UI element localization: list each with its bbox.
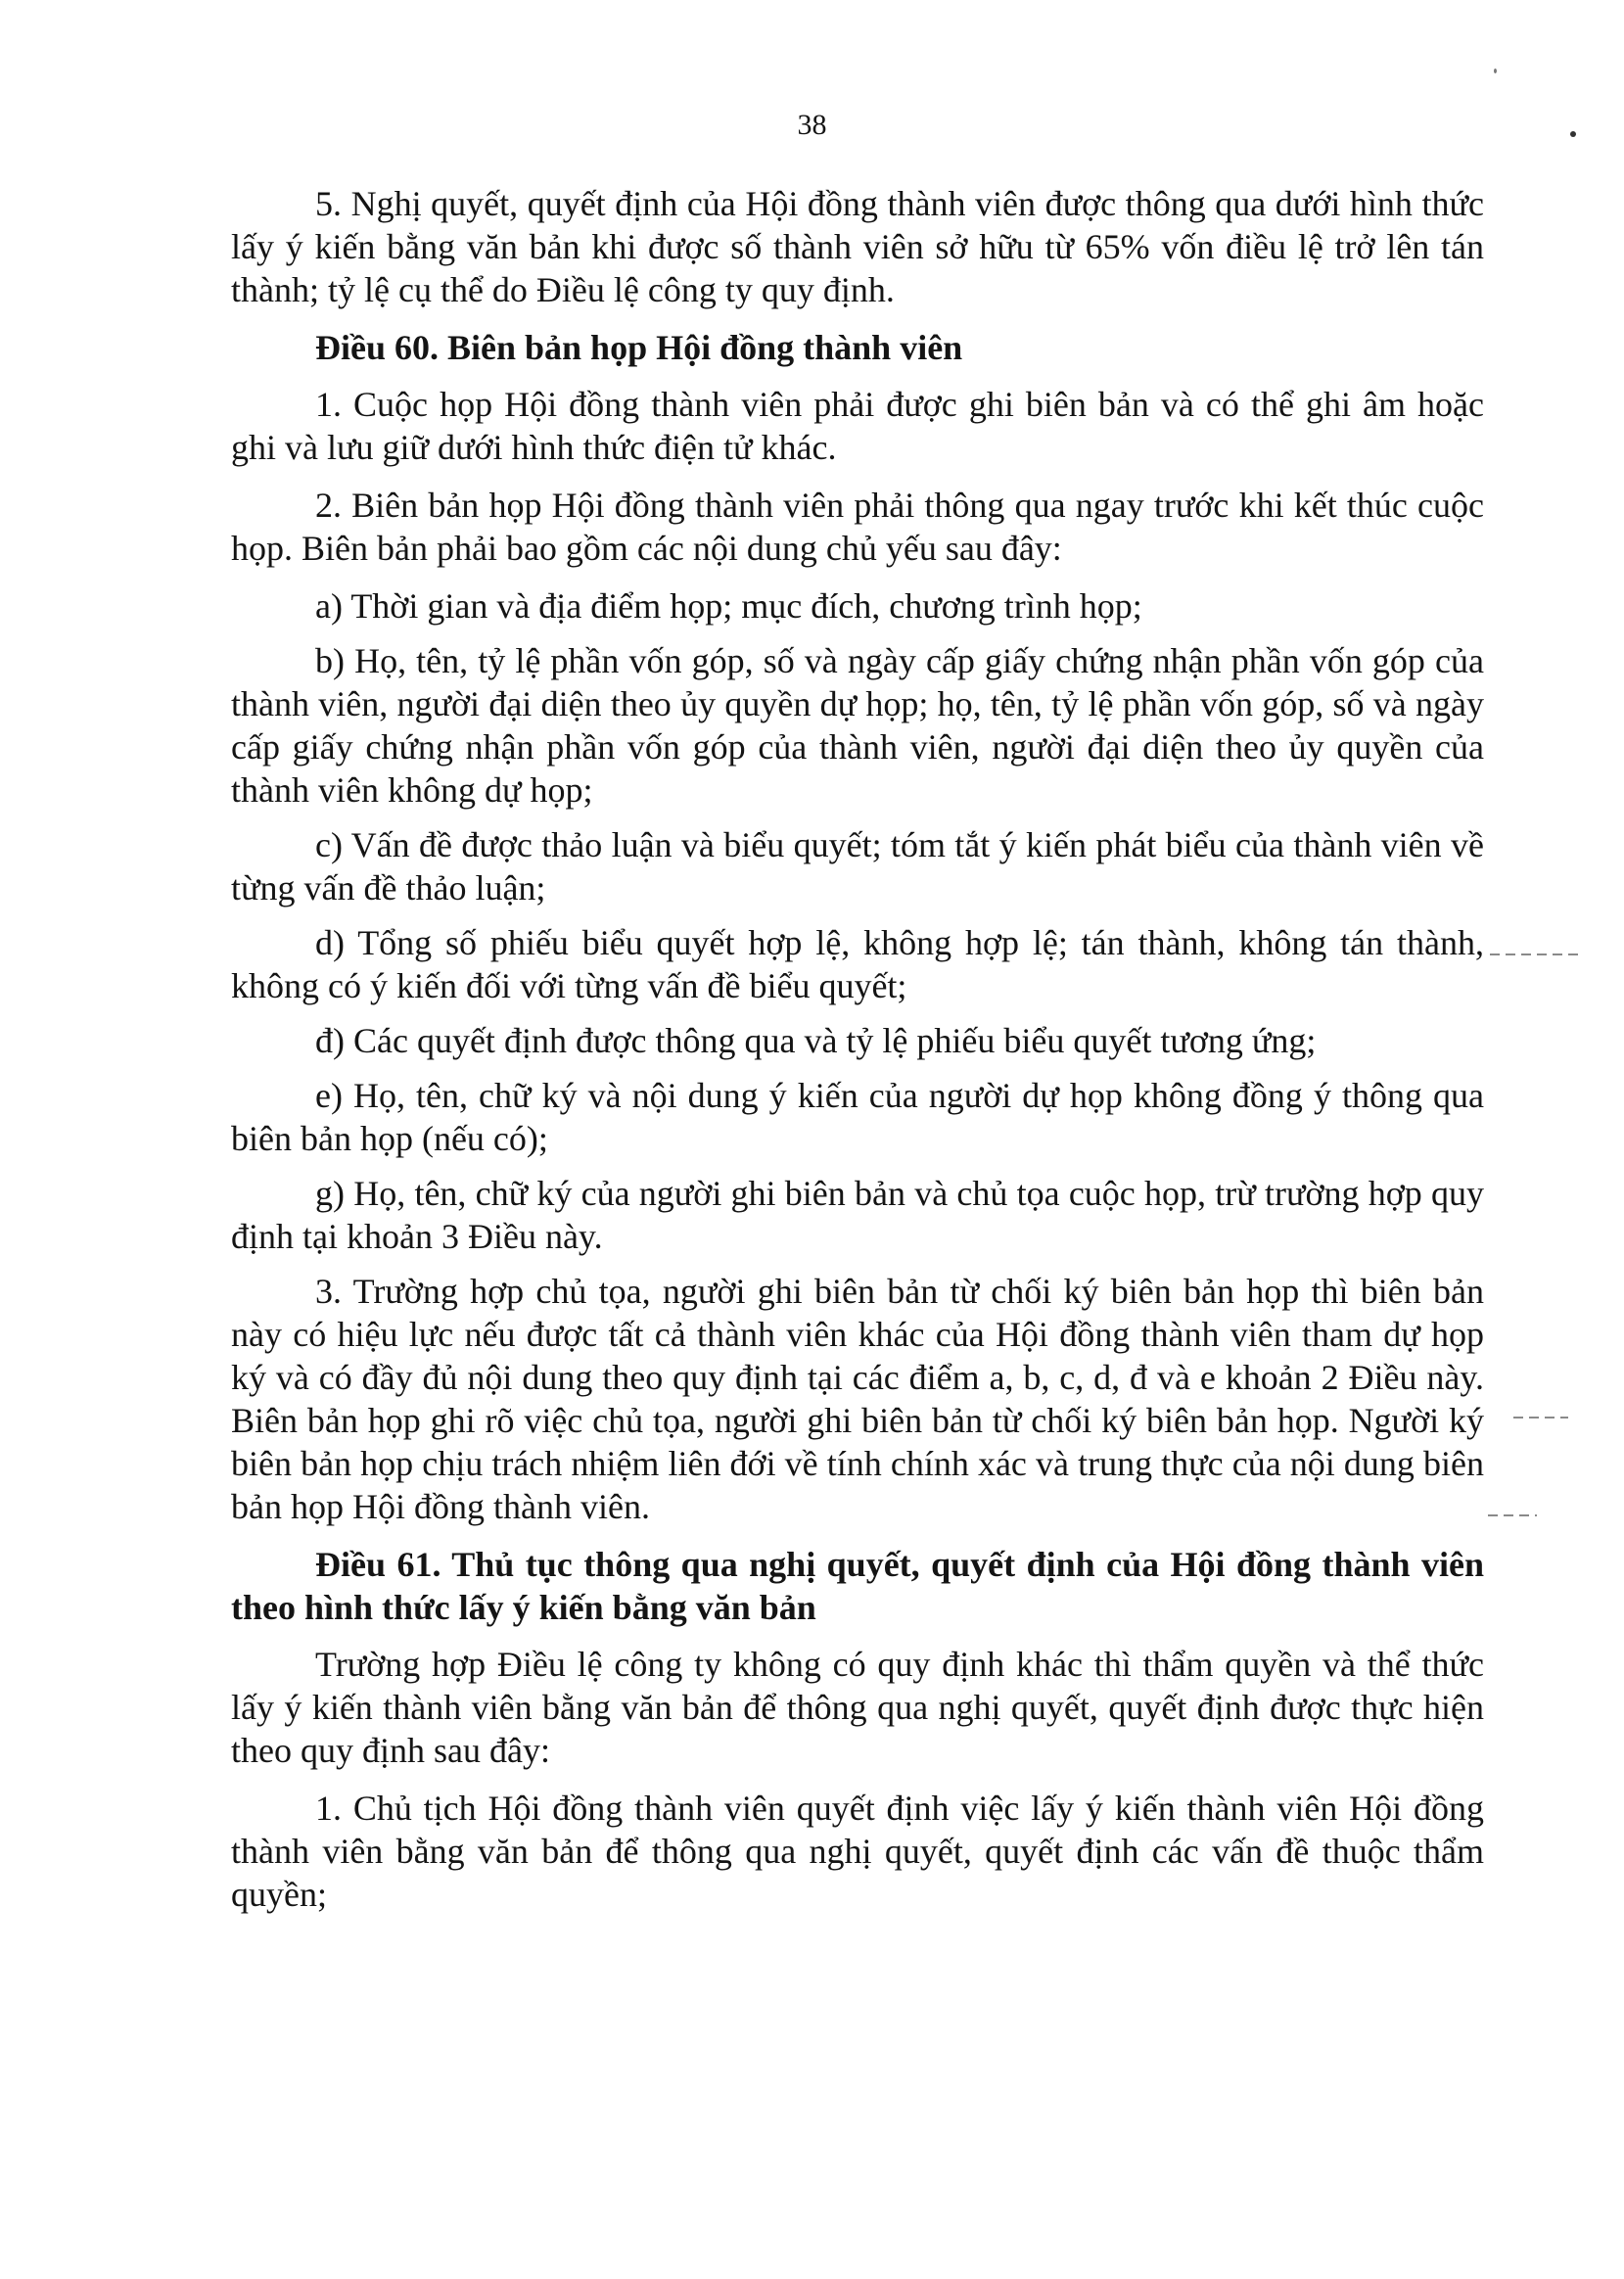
article-61-intro: Trường hợp Điều lệ công ty không có quy định khác thì thẩm quyền và thể thức lấy ý kiến thành viên bằng văn bản để thông qua nghị quyết, quyết định được thực hiện theo quy định sau đây: xyxy=(231,1645,1484,1770)
scan-dashed-line xyxy=(1490,953,1578,955)
article-60-point-dd: đ) Các quyết định được thông qua và tỷ lệ phiếu biểu quyết tương ứng; xyxy=(315,1021,1317,1060)
page-number: 38 xyxy=(797,109,827,141)
article-61-heading: Điều 61. Thủ tục thông qua nghị quyết, quyết định của Hội đồng thành viên theo hình thức lấy ý kiến bằng văn bản xyxy=(231,1545,1484,1627)
scan-dashed-line xyxy=(1513,1417,1568,1419)
article-60-heading: Điều 60. Biên bản họp Hội đồng thành viên xyxy=(315,328,963,367)
article-60-clause-1: 1. Cuộc họp Hội đồng thành viên phải được ghi biên bản và có thể ghi âm hoặc ghi và lưu giữ dưới hình thức điện tử khác. xyxy=(231,385,1484,467)
article-60-point-d: d) Tổng số phiếu biểu quyết hợp lệ, không hợp lệ; tán thành, không tán thành, không có ý kiến đối với từng vấn đề biểu quyết; xyxy=(231,923,1484,1005)
article-60-clause-2: 2. Biên bản họp Hội đồng thành viên phải thông qua ngay trước khi kết thúc cuộc họp. Biên bản phải bao gồm các nội dung chủ yếu sau đây: xyxy=(231,486,1484,568)
article-60-point-a: a) Thời gian và địa điểm họp; mục đích, chương trình họp; xyxy=(315,586,1142,626)
scan-speck xyxy=(1570,131,1576,137)
clause-5-paragraph: 5. Nghị quyết, quyết định của Hội đồng thành viên được thông qua dưới hình thức lấy ý kiến bằng văn bản khi được số thành viên sở hữu từ 65% vốn điều lệ trở lên tán thành; tỷ lệ cụ thể do Điều lệ công ty quy định. xyxy=(231,184,1484,309)
article-60-point-c: c) Vấn đề được thảo luận và biểu quyết; tóm tắt ý kiến phát biểu của thành viên về từng vấn đề thảo luận; xyxy=(231,825,1484,907)
article-60-point-b: b) Họ, tên, tỷ lệ phần vốn góp, số và ngày cấp giấy chứng nhận phần vốn góp của thành viên, người đại diện theo ủy quyền dự họp; họ, tên, tỷ lệ phần vốn góp, số và ngày cấp giấy chứng nhận phần vốn góp của thành viên, người đại diện theo ủy quyền của thành viên không dự họp; xyxy=(231,641,1484,810)
document-body xyxy=(231,182,1484,1930)
article-61-clause-1: 1. Chủ tịch Hội đồng thành viên quyết định việc lấy ý kiến thành viên Hội đồng thành viên bằng văn bản để thông qua nghị quyết, quyết định các vấn đề thuộc thẩm quyền; xyxy=(231,1789,1484,1914)
article-60-point-g: g) Họ, tên, chữ ký của người ghi biên bản và chủ tọa cuộc họp, trừ trường hợp quy định tại khoản 3 Điều này. xyxy=(231,1174,1484,1256)
scan-dashed-line xyxy=(1488,1514,1537,1516)
scan-speck xyxy=(1494,69,1497,73)
article-60-clause-3: 3. Trường hợp chủ tọa, người ghi biên bản từ chối ký biên bản họp thì biên bản này có hiệu lực nếu được tất cả thành viên khác của Hội đồng thành viên tham dự họp ký và có đầy đủ nội dung theo quy định tại các điểm a, b, c, d, đ và e khoản 2 Điều này. Biên bản họp ghi rõ việc chủ tọa, người ghi biên bản từ chối ký biên bản họp. Người ký biên bản họp chịu trách nhiệm liên đới về tính chính xác và trung thực của nội dung biên bản họp Hội đồng thành viên. xyxy=(231,1272,1484,1526)
article-60-point-e: e) Họ, tên, chữ ký và nội dung ý kiến của người dự họp không đồng ý thông qua biên bản họp (nếu có); xyxy=(231,1076,1484,1158)
